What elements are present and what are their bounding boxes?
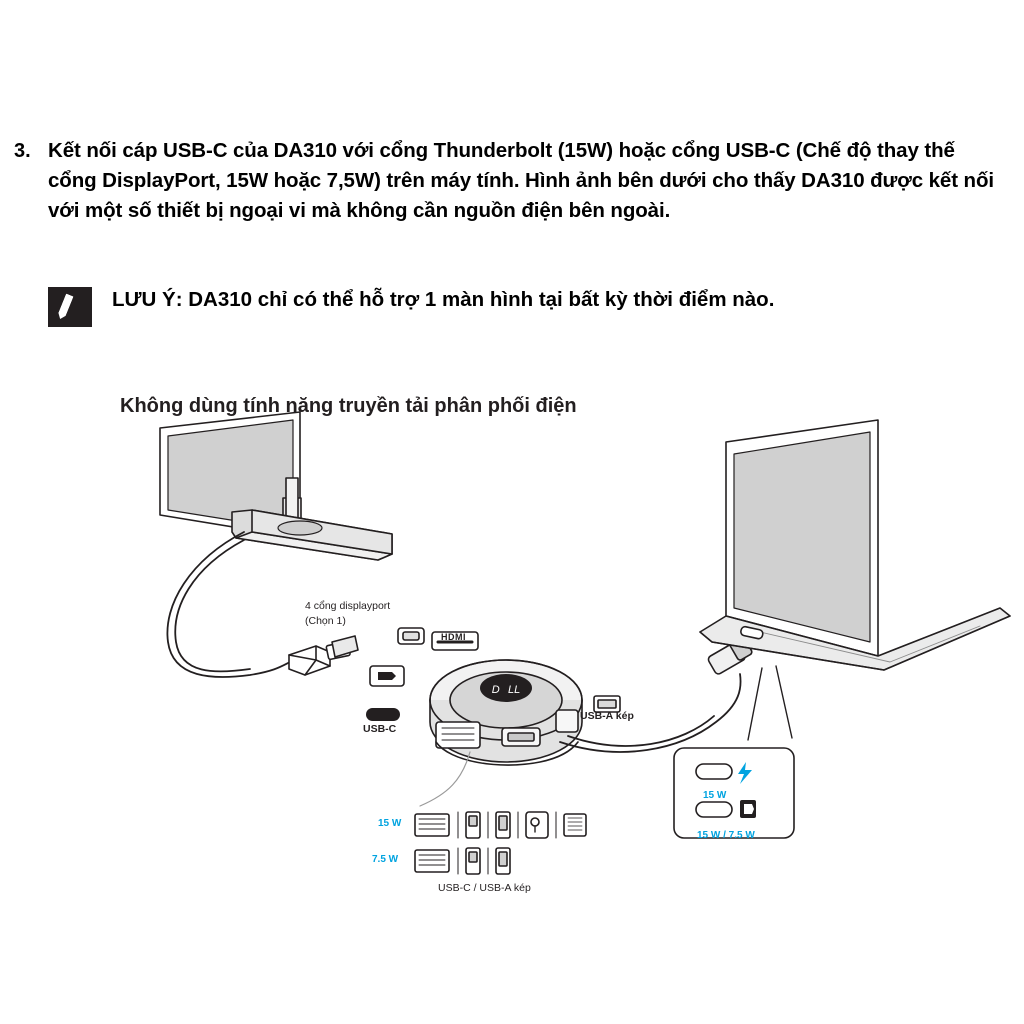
step-number: 3. — [14, 140, 31, 162]
figure-illustration — [0, 370, 1024, 950]
label-power-7-5w: 7.5 W — [372, 854, 399, 865]
label-callout-15w: 15 W — [703, 790, 727, 801]
label-hdmi: HDMI — [441, 632, 466, 642]
figure-title: Không dùng tính năng truyền tải phân phối điện — [120, 395, 577, 417]
label-usb-a-dual: USB-A kép — [580, 710, 634, 722]
label-bottom-caption: USB-C / USB-A kép — [438, 882, 531, 894]
figure-drawing — [0, 370, 1024, 950]
label-displayport-choose: (Chọn 1) — [305, 615, 346, 627]
note-text: LƯU Ý: DA310 chỉ có thể hỗ trợ 1 màn hình tại bất kỳ thời điểm nào. — [112, 288, 775, 311]
label-usb-c: USB-C — [363, 723, 397, 735]
label-displayport-ports: 4 cổng displayport — [305, 600, 391, 612]
step-text: Kết nối cáp USB-C của DA310 với cổng Thunderbolt (15W) hoặc cổng USB-C (Chế độ thay thế cổng DisplayPort, 15W hoặc 7,5W) trên máy tính. Hình ảnh bên dưới cho thấy DA310 được kết nối với một số thiết bị ngoại vi mà không cần nguồn điện bên ngoài. — [48, 139, 994, 222]
label-power-15w: 15 W — [378, 818, 402, 829]
note-pencil-icon — [48, 287, 92, 327]
note-block — [48, 285, 988, 327]
svg-text:D⃞LL: D⃞LL — [491, 684, 521, 696]
step-paragraph — [14, 136, 994, 226]
label-callout-15w-7-5w: 15 W / 7.5 W — [697, 830, 755, 841]
